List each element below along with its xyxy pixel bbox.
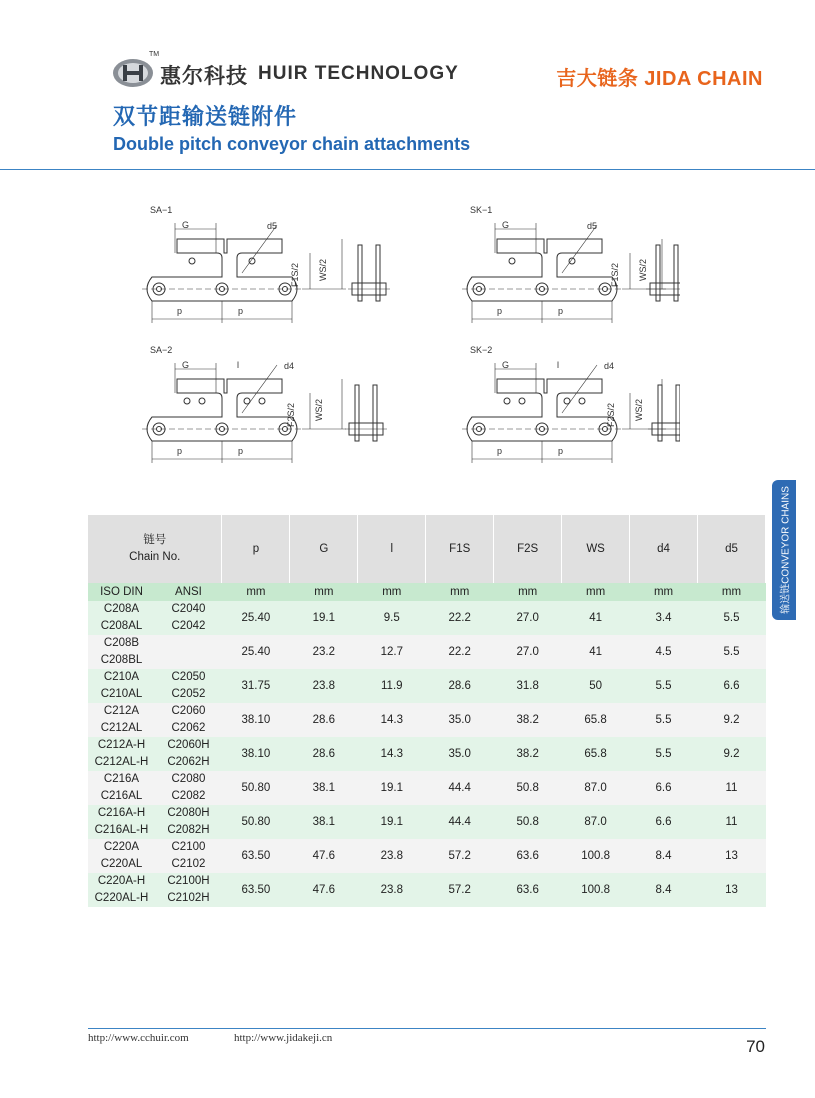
value-f2s: 27.0 (494, 635, 562, 669)
value-f2s: 50.8 (494, 771, 562, 805)
unit-cell: mm (698, 583, 766, 601)
header-divider (0, 169, 815, 170)
label-sa2-p1: p (177, 446, 183, 456)
value-f1s: 35.0 (426, 737, 494, 771)
label-sk2-p1: p (497, 446, 503, 456)
value-d5: 11 (698, 805, 766, 839)
value-ws: 65.8 (562, 737, 630, 771)
label-sa1: SA−1 (150, 205, 173, 215)
label-sk1-ws: WS/2 (638, 258, 648, 281)
iso-din-cell (88, 737, 155, 771)
ansi-value: C2100 (171, 841, 206, 853)
ansi-value: C2060 (171, 705, 206, 717)
unit-cell: mm (494, 583, 562, 601)
value-ws: 50 (562, 669, 630, 703)
iso-din-cell (88, 771, 155, 805)
header-f2s: F2S (494, 515, 562, 583)
value-d4: 5.5 (630, 669, 698, 703)
table-row (88, 635, 766, 669)
company-name-en: HUIR TECHNOLOGY (258, 63, 459, 84)
header-chain-no-cn: 链号 (143, 534, 167, 546)
iso-din-cell (88, 635, 155, 669)
value-p: 31.75 (222, 669, 290, 703)
ansi-cell (155, 601, 222, 635)
value-d4: 8.4 (630, 839, 698, 873)
iso-din-cell (88, 601, 155, 635)
value-p: 38.10 (222, 703, 290, 737)
value-d4: 6.6 (630, 805, 698, 839)
label-sk1-f1s: F1S/2 (610, 262, 620, 287)
value-d4: 5.5 (630, 737, 698, 771)
unit-cell: mm (562, 583, 630, 601)
unit-cell: mm (222, 583, 290, 601)
table-row (88, 737, 766, 771)
value-d5: 11 (698, 771, 766, 805)
value-ws: 41 (562, 601, 630, 635)
footer-divider (88, 1028, 766, 1029)
value-p: 38.10 (222, 737, 290, 771)
value-p: 50.80 (222, 805, 290, 839)
value-p: 25.40 (222, 601, 290, 635)
header-chain-no-en: Chain No. (129, 551, 181, 563)
page-header (0, 0, 815, 170)
value-g: 23.2 (290, 635, 358, 669)
unit-cell: mm (426, 583, 494, 601)
value-p: 25.40 (222, 635, 290, 669)
side-tab-label: 输送链CONVEYOR CHAINS (780, 486, 792, 614)
value-g: 28.6 (290, 737, 358, 771)
value-l: 12.7 (358, 635, 426, 669)
label-sa1-g: G (182, 220, 190, 230)
iso-din-value: C212A (103, 705, 140, 717)
value-l: 14.3 (358, 703, 426, 737)
value-d5: 5.5 (698, 601, 766, 635)
table-header-row (88, 515, 766, 583)
ansi-value: C2080H (167, 807, 210, 819)
header-p: p (222, 515, 290, 583)
value-f1s: 28.6 (426, 669, 494, 703)
ansi-value (155, 635, 222, 652)
value-d4: 6.6 (630, 771, 698, 805)
iso-din-value: C210A (103, 671, 140, 683)
value-l: 9.5 (358, 601, 426, 635)
value-g: 47.6 (290, 839, 358, 873)
value-l: 19.1 (358, 771, 426, 805)
label-sk2-ws: WS/2 (634, 398, 644, 421)
side-tab (772, 480, 796, 620)
label-sk1: SK−1 (470, 205, 493, 215)
label-sa2-l: l (237, 360, 239, 370)
table-row (88, 703, 766, 737)
value-g: 23.8 (290, 669, 358, 703)
unit-cell: mm (630, 583, 698, 601)
label-sk2-l: l (557, 360, 559, 370)
table-row (88, 873, 766, 907)
value-l: 23.8 (358, 839, 426, 873)
header-d5: d5 (698, 515, 766, 583)
value-f1s: 22.2 (426, 601, 494, 635)
value-ws: 87.0 (562, 805, 630, 839)
value-ws: 65.8 (562, 703, 630, 737)
sk1-drawing (462, 223, 666, 323)
ansi-value: C2082H (167, 824, 210, 836)
label-sk1-g: G (502, 220, 510, 230)
label-sa1-d5: d5 (267, 221, 278, 231)
label-sa2-ws: WS/2 (314, 398, 324, 421)
value-d5: 13 (698, 839, 766, 873)
label-sk1-d5: d5 (587, 221, 598, 231)
value-ws: 87.0 (562, 771, 630, 805)
value-p: 63.50 (222, 873, 290, 907)
label-sa1-ws: WS/2 (318, 258, 328, 281)
iso-din-value: C208BL (100, 654, 143, 666)
label-sa2-d4: d4 (284, 361, 295, 371)
ansi-value: C2050 (171, 671, 206, 683)
dimensions-table (88, 515, 766, 907)
iso-din-value: C208A (103, 603, 140, 615)
iso-din-value: C208B (103, 637, 140, 649)
ansi-cell (155, 635, 222, 669)
iso-din-value: C212A-H (97, 739, 146, 751)
ansi-value: C2102 (171, 858, 206, 870)
brand-name: 吉大链条 JIDA CHAIN (556, 68, 763, 90)
iso-din-value: C220A (103, 841, 140, 853)
iso-din-cell (88, 873, 155, 907)
header-chain-no (88, 515, 222, 583)
label-sk2-p2: p (558, 446, 564, 456)
value-d4: 8.4 (630, 873, 698, 907)
ansi-cell (155, 703, 222, 737)
ansi-value: C2042 (171, 620, 206, 632)
value-g: 47.6 (290, 873, 358, 907)
ansi-value: C2060H (167, 739, 210, 751)
value-f1s: 44.4 (426, 805, 494, 839)
sa1-drawing (142, 223, 346, 323)
value-l: 19.1 (358, 805, 426, 839)
value-f1s: 57.2 (426, 839, 494, 873)
value-d5: 9.2 (698, 703, 766, 737)
header-iso-din: ISO DIN (88, 583, 155, 601)
value-d5: 13 (698, 873, 766, 907)
value-d4: 3.4 (630, 601, 698, 635)
header-g: G (290, 515, 358, 583)
value-ws: 100.8 (562, 839, 630, 873)
value-ws: 100.8 (562, 873, 630, 907)
iso-din-value: C216AL (100, 790, 143, 802)
label-sk2-g: G (502, 360, 510, 370)
value-f2s: 63.6 (494, 839, 562, 873)
iso-din-value: C212AL (100, 722, 143, 734)
label-sa2-g: G (182, 360, 190, 370)
value-d5: 6.6 (698, 669, 766, 703)
value-f1s: 44.4 (426, 771, 494, 805)
ansi-cell (155, 839, 222, 873)
ansi-cell (155, 873, 222, 907)
header-l: l (358, 515, 426, 583)
value-f2s: 31.8 (494, 669, 562, 703)
table-row (88, 601, 766, 635)
footer-url-cchuir[interactable]: http://www.cchuir.com (88, 1032, 189, 1044)
value-g: 38.1 (290, 805, 358, 839)
label-sk2: SK−2 (470, 345, 493, 355)
sk1-side-view (646, 245, 680, 301)
value-d5: 9.2 (698, 737, 766, 771)
units-row (88, 583, 766, 601)
value-f2s: 27.0 (494, 601, 562, 635)
value-l: 11.9 (358, 669, 426, 703)
ansi-value: C2062 (171, 722, 206, 734)
table-row (88, 805, 766, 839)
value-g: 38.1 (290, 771, 358, 805)
label-sk1-p1: p (497, 306, 503, 316)
table-row (88, 771, 766, 805)
label-sk1-p2: p (558, 306, 564, 316)
page-title-cn: 双节距输送链附件 (113, 104, 298, 129)
trademark: TM (149, 51, 160, 58)
label-sa1-p2: p (238, 306, 244, 316)
iso-din-value: C216AL-H (94, 824, 149, 836)
value-g: 19.1 (290, 601, 358, 635)
value-ws: 41 (562, 635, 630, 669)
iso-din-value: C216A-H (97, 807, 146, 819)
table-row (88, 669, 766, 703)
ansi-value: C2082 (171, 790, 206, 802)
value-f2s: 38.2 (494, 703, 562, 737)
header-f1s: F1S (426, 515, 494, 583)
header-d4: d4 (630, 515, 698, 583)
ansi-cell (155, 737, 222, 771)
iso-din-value: C208AL (100, 620, 143, 632)
page-title-en: Double pitch conveyor chain attachments (113, 134, 471, 154)
label-sa2-p2: p (238, 446, 244, 456)
value-f2s: 38.2 (494, 737, 562, 771)
iso-din-value: C220AL-H (94, 892, 149, 904)
value-f1s: 57.2 (426, 873, 494, 907)
sk2-side-view (648, 385, 680, 441)
header-ansi: ANSI (155, 583, 222, 601)
sa1-side-view (348, 245, 390, 301)
sa2-side-view (345, 385, 387, 441)
value-f1s: 35.0 (426, 703, 494, 737)
ansi-value: C2102H (167, 892, 210, 904)
label-sk2-d4: d4 (604, 361, 615, 371)
label-sa1-f1s: F1S/2 (290, 262, 300, 287)
value-p: 50.80 (222, 771, 290, 805)
iso-din-value: C216A (103, 773, 140, 785)
value-d5: 5.5 (698, 635, 766, 669)
iso-din-value: C210AL (100, 688, 143, 700)
company-logo (112, 58, 154, 88)
iso-din-cell (88, 669, 155, 703)
footer-url-jidakeji[interactable]: http://www.jidakeji.cn (234, 1032, 333, 1044)
iso-din-cell (88, 839, 155, 873)
value-l: 14.3 (358, 737, 426, 771)
ansi-value (155, 652, 222, 669)
ansi-cell (155, 669, 222, 703)
value-d4: 4.5 (630, 635, 698, 669)
header-ws: WS (562, 515, 630, 583)
ansi-value: C2062H (167, 756, 210, 768)
value-l: 23.8 (358, 873, 426, 907)
value-f1s: 22.2 (426, 635, 494, 669)
value-f2s: 63.6 (494, 873, 562, 907)
ansi-cell (155, 805, 222, 839)
attachment-drawings (120, 195, 680, 475)
iso-din-cell (88, 703, 155, 737)
unit-cell: mm (358, 583, 426, 601)
iso-din-cell (88, 805, 155, 839)
ansi-value: C2052 (171, 688, 206, 700)
value-d4: 5.5 (630, 703, 698, 737)
ansi-value: C2040 (171, 603, 206, 615)
unit-cell: mm (290, 583, 358, 601)
iso-din-value: C220A-H (97, 875, 146, 887)
value-p: 63.50 (222, 839, 290, 873)
iso-din-value: C220AL (100, 858, 143, 870)
ansi-cell (155, 771, 222, 805)
label-sa1-p1: p (177, 306, 183, 316)
table-row (88, 839, 766, 873)
company-name-cn: 惠尔科技 (160, 65, 248, 88)
label-sa2-f2s: F2S/2 (286, 402, 296, 427)
ansi-value: C2080 (171, 773, 206, 785)
value-f2s: 50.8 (494, 805, 562, 839)
page-number: 70 (746, 1037, 765, 1056)
label-sa2: SA−2 (150, 345, 173, 355)
value-g: 28.6 (290, 703, 358, 737)
label-sk2-f2s: F2S/2 (606, 402, 616, 427)
ansi-value: C2100H (167, 875, 210, 887)
iso-din-value: C212AL-H (94, 756, 149, 768)
